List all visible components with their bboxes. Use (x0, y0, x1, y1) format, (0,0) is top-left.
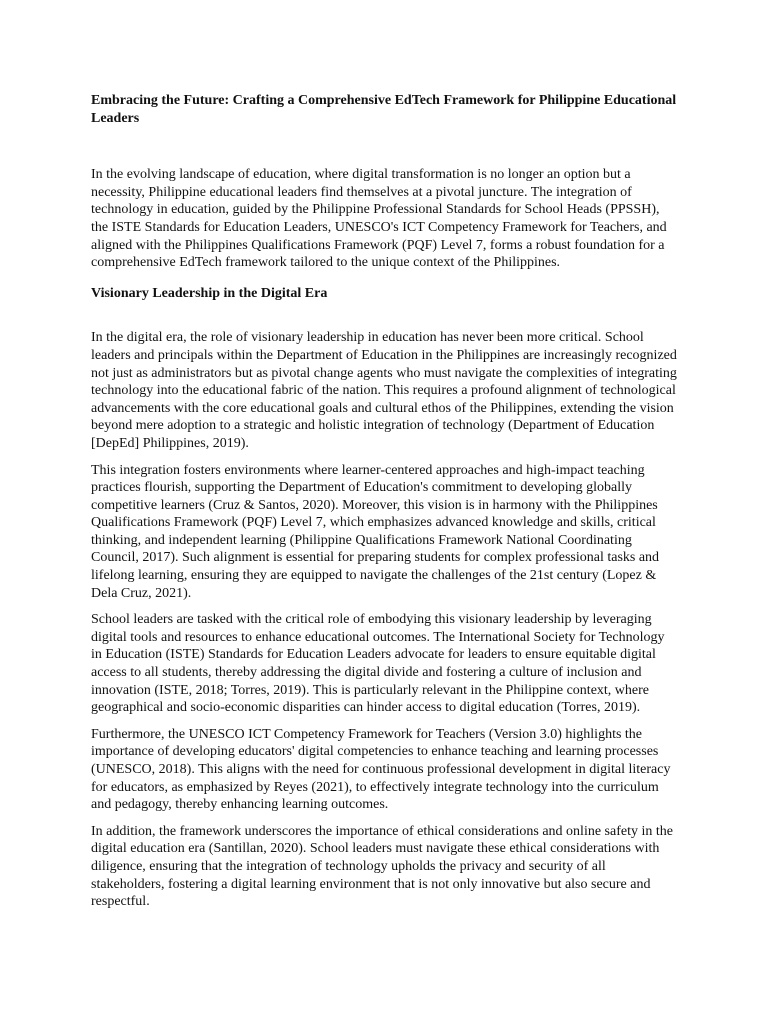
body-paragraph: In the digital era, the role of visionary leadership in education has never been more critical. School leaders and principals within the Department of Education in the Philippines are increasingly recognized not just as administrators but as pivotal change agents who must navigate the complexities of integrating technology into the educational fabric of the nation. This requires a profound alignment of technological advancements with the core educational goals and cultural ethos of the Philippines, extending the vision beyond mere adoption to a strategic and holistic integration of technology (Department of Education [DepEd] Philippines, 2019). (91, 330, 677, 451)
document-title: Embracing the Future: Crafting a Comprehensive EdTech Framework for Philippine Educational Leaders (91, 93, 677, 126)
body-paragraph: Furthermore, the UNESCO ICT Competency Framework for Teachers (Version 3.0) highlights the importance of developing educators' digital competencies to enhance teaching and learning processes (UNESCO, 2018). This aligns with the need for continuous professional development in digital literacy for educators, as emphasized by Reyes (2021), to effectively integrate technology into the curriculum and pedagogy, thereby enhancing learning outcomes. (91, 726, 671, 813)
document-page (91, 92, 677, 911)
intro-paragraph: In the evolving landscape of education, where digital transformation is no longer an option but a necessity, Philippine educational leaders find themselves at a pivotal juncture. The integration of technology in education, guided by the Philippine Professional Standards for School Heads (PPSSH), the ISTE Standards for Education Leaders, UNESCO's ICT Competency Framework for Teachers, and aligned with the Philippines Qualifications Framework (PQF) Level 7, forms a robust foundation for a comprehensive EdTech framework tailored to the unique context of the Philippines. (91, 167, 667, 271)
body-paragraph: School leaders are tasked with the critical role of embodying this visionary leadership by leveraging digital tools and resources to enhance educational outcomes. The International Society for Technology in Education (ISTE) Standards for Education Leaders advocate for leaders to ensure equitable digital access to all students, thereby addressing the digital divide and fostering a culture of inclusion and innovation (ISTE, 2018; Torres, 2019). This is particularly relevant in the Philippine context, where geographical and socio-economic disparities can hinder access to digital education (Torres, 2019). (91, 612, 665, 716)
body-paragraph: In addition, the framework underscores the importance of ethical considerations and online safety in the digital education era (Santillan, 2020). School leaders must navigate these ethical considerations with diligence, ensuring that the integration of technology upholds the privacy and security of all stakeholders, fostering a digital learning environment that is not only innovative but also secure and respectful. (91, 823, 673, 910)
body-paragraph: This integration fosters environments where learner-centered approaches and high-impact teaching practices flourish, supporting the Department of Education's commitment to developing globally competitive learners (Cruz & Santos, 2020). Moreover, this vision is in harmony with the Philippines Qualifications Framework (PQF) Level 7, which emphasizes advanced knowledge and skills, critical thinking, and independent learning (Philippine Qualifications Framework National Coordinating Council, 2017). Such alignment is essential for preparing students for complex professional tasks and lifelong learning, ensuring they are equipped to navigate the challenges of the 21st century (Lopez & Dela Cruz, 2021). (91, 462, 660, 601)
section-heading: Visionary Leadership in the Digital Era (91, 285, 328, 301)
